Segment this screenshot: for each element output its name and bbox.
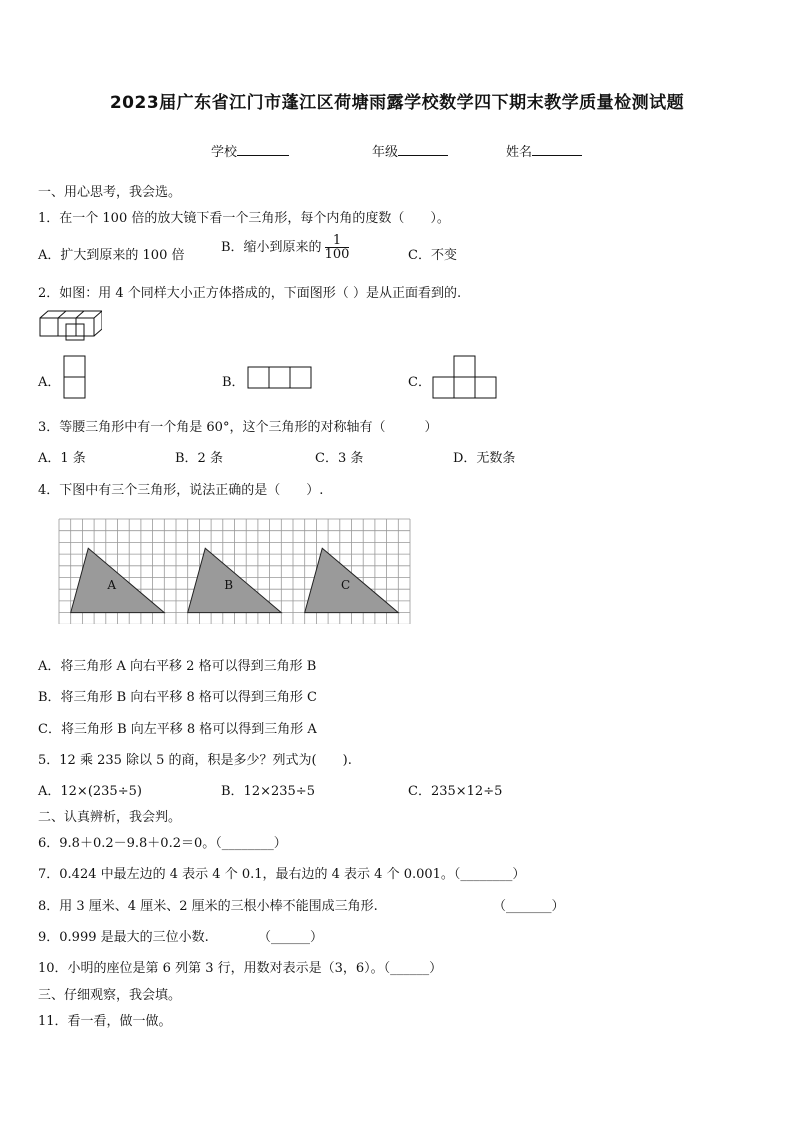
question-2-stem: 2．如图：用 4 个同样大小正方体搭成的，下面图形（ ）是从正面看到的. [38,286,462,301]
q1-option-b [221,234,352,261]
question-4-stem: 4．下图中有三个三角形，说法正确的是（ ）. [38,483,324,498]
name-label: 姓名 [506,145,533,160]
triangle-label: C [341,578,351,593]
question-5-stem: 5．12 乘 235 除以 5 的商，积是多少？列式为( ). [38,753,352,768]
q1-fraction [325,234,350,261]
school-field [211,141,289,160]
q5-option-b: B．12×235÷5 [221,784,315,799]
grade-blank[interactable] [398,143,448,156]
question-6: 6．9.8＋0.2－9.8＋0.2＝0。（________） [38,836,287,851]
fraction-numerator: 1 [325,234,350,248]
q2-option-a-label: A． [38,375,61,390]
fraction-denominator: 100 [324,247,350,262]
q1-option-c: C．不变 [408,248,457,263]
q4-option-a: A．将三角形 A 向右平移 2 格可以得到三角形 B [38,659,317,674]
grade-field [372,141,448,160]
q2-option-b-figure [247,366,313,391]
q3-option-c: C．3 条 [315,451,364,466]
q4-option-b: B．将三角形 B 向右平移 8 格可以得到三角形 C [38,690,317,705]
question-3-stem: 3．等腰三角形中有一个角是 60°，这个三角形的对称轴有（ ） [38,420,438,435]
q3-option-d: D．无数条 [453,451,516,466]
q5-option-a: A．12×(235÷5) [38,784,142,799]
question-10: 10．小明的座位是第 6 列第 3 行，用数对表示是（3，6）。（______） [38,961,443,976]
q1-option-a: A．扩大到原来的 100 倍 [38,248,185,263]
question-1-stem: 1．在一个 100 倍的放大镜下看一个三角形，每个内角的度数（ ）。 [38,211,450,226]
q2-option-a-figure [63,355,87,401]
page-title: 2023届广东省江门市蓬江区荷塘雨露学校数学四下期末教学质量检测试题 [109,93,685,113]
section-3-heading: 三、仔细观察，我会填。 [38,988,182,1003]
q3-option-a: A．1 条 [38,451,86,466]
q3-option-b: B．2 条 [175,451,223,466]
q4-option-c: C．将三角形 B 向左平移 8 格可以得到三角形 A [38,722,317,737]
school-label: 学校 [211,145,238,160]
q2-option-c-label: C． [408,375,431,390]
question-7: 7．0.424 中最左边的 4 表示 4 个 0.1，最右边的 4 表示 4 个 0.001。（________） [38,867,526,882]
question-8-blank[interactable]: （_______） [493,899,565,914]
triangle-label: A [107,578,116,593]
school-blank[interactable] [237,143,289,156]
cubes-3d-figure [38,306,102,342]
grade-label: 年级 [372,145,399,160]
q2-option-c-figure [432,355,498,402]
q2-option-b-label: B． [222,375,245,390]
q1-option-b-prefix: B．缩小到原来的 [221,240,322,255]
name-blank[interactable] [532,143,582,156]
name-field [506,141,582,160]
section-2-heading: 二、认真辨析，我会判。 [38,810,182,825]
question-9: 9．0.999 是最大的三位小数. [38,930,209,945]
section-1-heading: 一、用心思考，我会选。 [38,185,182,200]
question-11: 11．看一看，做一做。 [38,1014,172,1029]
question-9-blank[interactable]: （______） [258,930,324,945]
triangle-grid-figure [58,518,414,624]
q5-option-c: C．235×12÷5 [408,784,503,799]
triangle-label: B [224,578,234,593]
question-8: 8．用 3 厘米、4 厘米、2 厘米的三根小棒不能围成三角形. [38,899,378,914]
